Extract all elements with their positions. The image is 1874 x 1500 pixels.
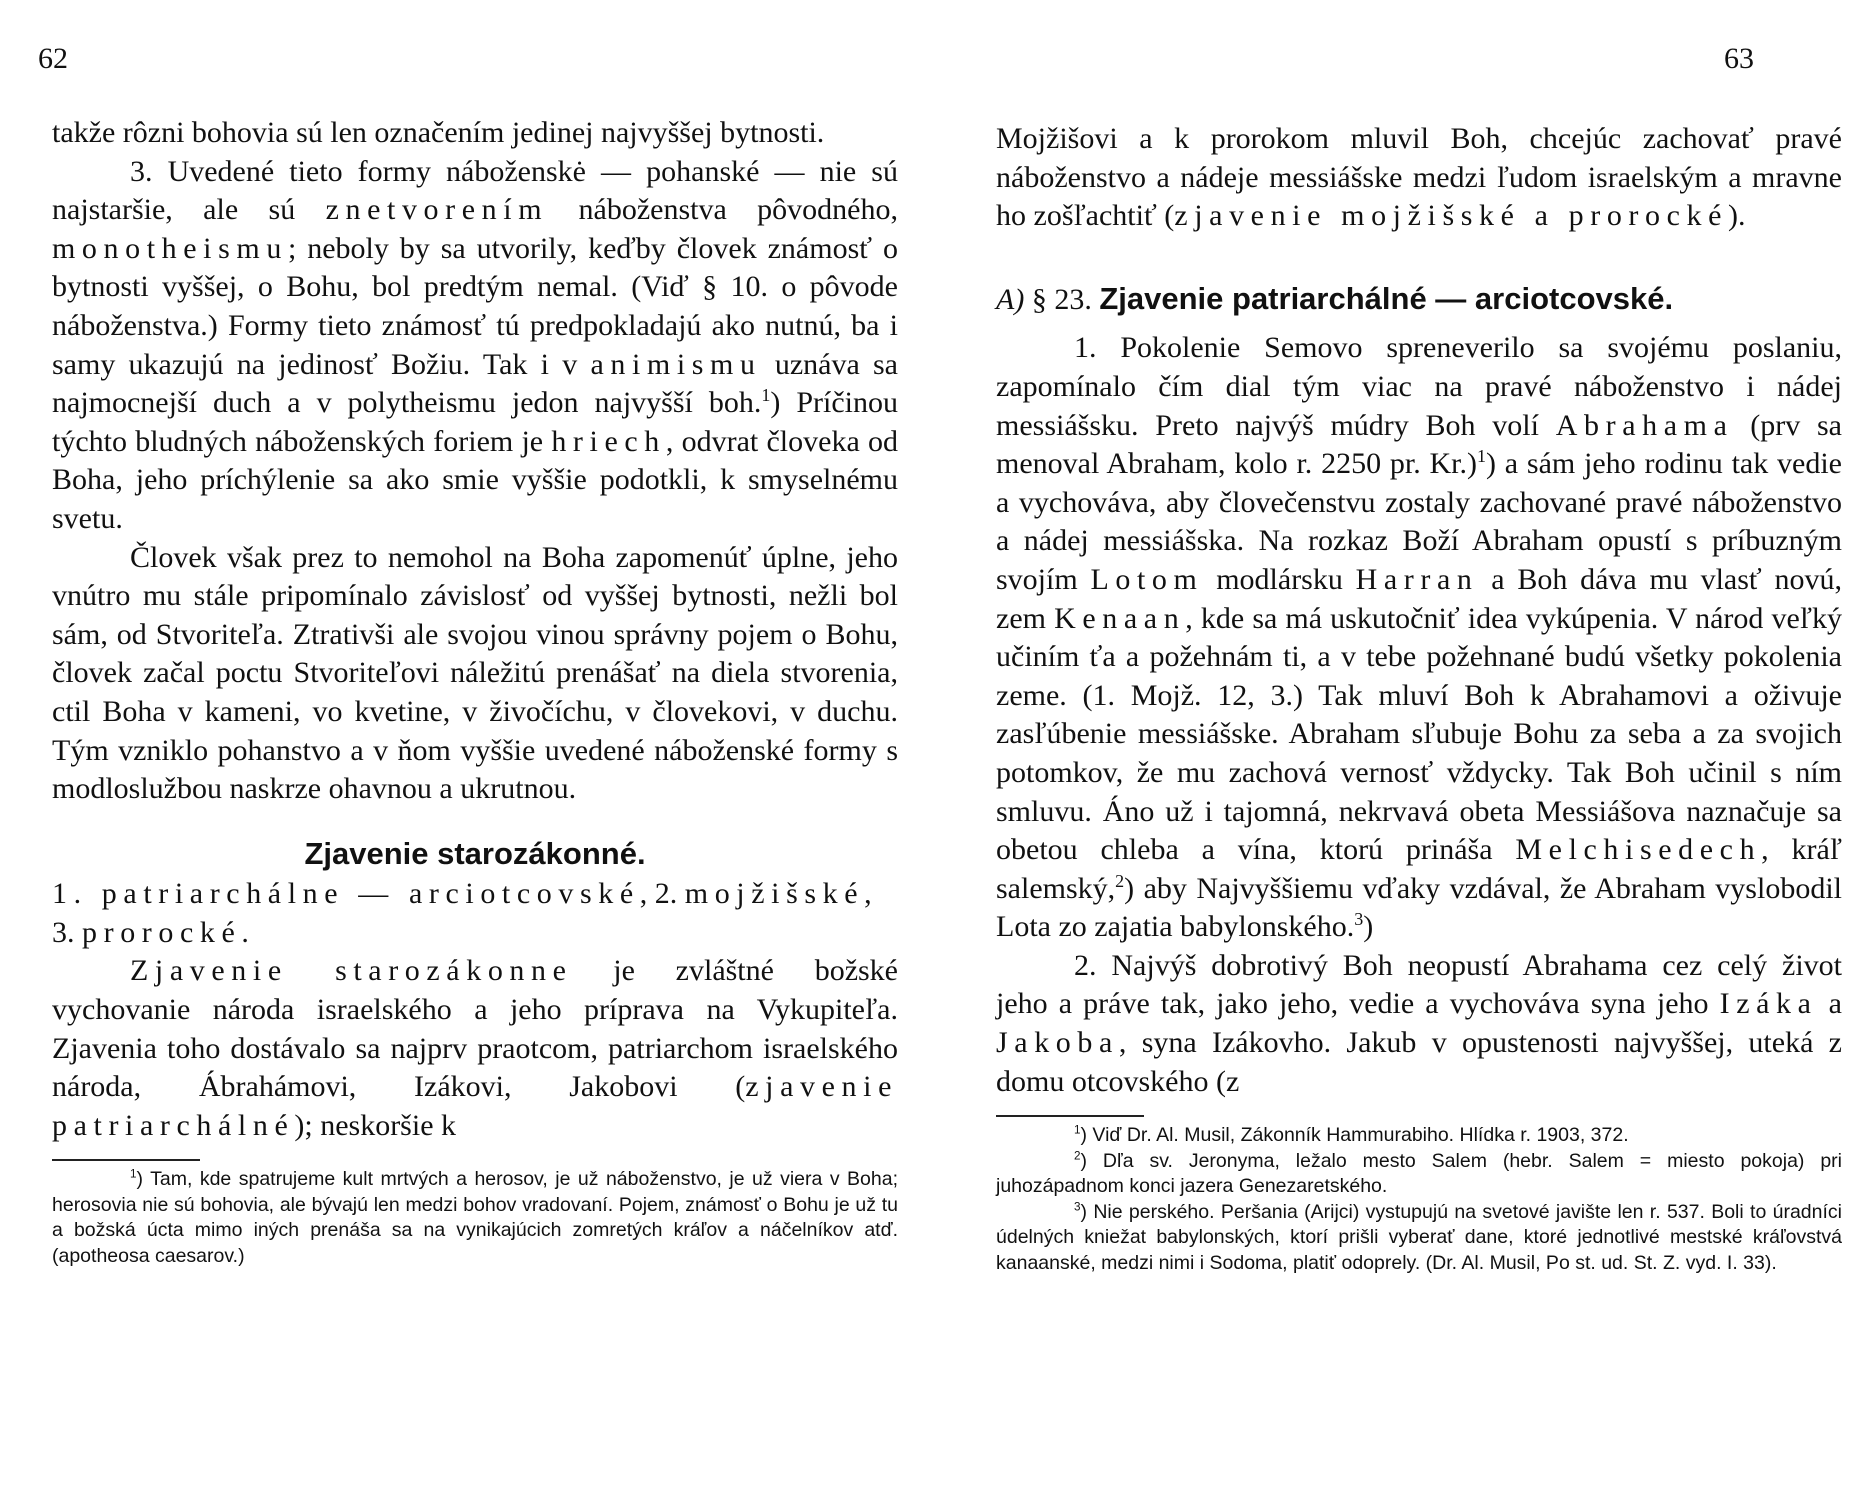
footnote-rule bbox=[52, 1159, 200, 1161]
text-run: ). bbox=[1728, 199, 1746, 233]
text-run: je zvláštné božské vychovanie národa israelského a jeho príprava na Vykupiteľa. Zjavenia toho dostávalo sa najprv praotcom, patriarchom israelského národa, Ábrahámovi, Izákovi, Jakobovi ( bbox=[52, 954, 898, 1104]
footnote-rule bbox=[996, 1115, 1144, 1117]
text-run: 3. bbox=[52, 915, 82, 949]
emphasis: zjavenie patriarchálné bbox=[52, 1070, 898, 1142]
footnote-text: ) Dľa sv. Jeronyma, ležalo mesto Salem (hebr. Salem = miesto pokoja) pri juhozápadnom konci jazera Genezaretského. bbox=[996, 1149, 1842, 1198]
section-number: § 23. bbox=[1024, 282, 1100, 316]
left-page bbox=[0, 0, 898, 1500]
paragraph bbox=[996, 947, 1842, 1101]
footnote bbox=[52, 1167, 898, 1269]
text-run: 2. Najvýš dobrotivý Boh neopustí Abrahama cez celý život jeho a práve tak, jako jeho, vedie a vychováva syna jeho bbox=[996, 948, 1842, 1021]
page-number: 63 bbox=[1724, 42, 1754, 75]
text-run: . bbox=[241, 915, 249, 949]
footnote-ref: 1 bbox=[1477, 446, 1487, 467]
footnote-mark: 1 bbox=[130, 1167, 137, 1181]
text-run: , odvrat človeka od Boha, jeho príchýlenie sa ako smie vyššie podotkli, k smyselnému svetu. bbox=[52, 424, 898, 535]
paragraph bbox=[996, 120, 1842, 236]
footnote-text: ) Tam, kde spatrujeme kult mrtvých a herosov, je už náboženstvo, je už viera v Boha; herosovia nie sú bohovia, ale bývajú len medzi bohov vradovaní. Pojem, známosť o Bohu je už tu a božská úcta mimo iných prenáša sa na vynikajúcich zomretých kráľov a náčelníkov atď. (apotheosa caesarov.) bbox=[52, 1168, 898, 1267]
text-run: ) aby Najvyššiemu vďaky vzdával, že Abraham vyslobodil Lota zo zajatia babylonského. bbox=[996, 871, 1842, 944]
emphasis: prorocké bbox=[82, 915, 242, 949]
text-run: a Boh dáva mu vlasť novú, zem bbox=[996, 562, 1843, 635]
footnote-text: ) Viď Dr. Al. Musil, Zákonník Hammurabiho. Hlídka r. 1903, 372. bbox=[1080, 1124, 1629, 1147]
paragraph: Človek však prez to nemohol na Boha zapomenúť úplne, jeho vnútro mu stále pripomínalo závislosť od vyššej bytnosti, nežli bol sám, od Stvoriteľa. Ztrativši ale svojou vinou správny pojem o Bohu, človek začal poctu Stvoriteľovi náležitú prenášať na diela stvorenia, ctil Boha v kameni, vo kvetine, v živočíchu, v človekovi, v duchu. Tým vzniklo pohanstvo a v ňom vyššie uvedené náboženské formy s modloslužbou naskrze ohavnou a ukrutnou. bbox=[52, 540, 898, 806]
text-run: náboženstva pôvodného, bbox=[548, 193, 898, 227]
text-run: ); neskoršie k bbox=[294, 1108, 457, 1142]
paragraph bbox=[52, 952, 898, 1145]
paragraph bbox=[996, 329, 1842, 947]
subheading bbox=[52, 875, 898, 952]
footnote bbox=[996, 1149, 1842, 1200]
text-run: Mojžišovi a k prorokom mluvil Boh, chcejúc zachovať pravé náboženstvo a nádeje messiášske medzi ľudom israelským a mravne ho zošľachtiť ( bbox=[996, 122, 1842, 233]
text-run: , kráľ salemský, bbox=[996, 833, 1842, 905]
text-run: a bbox=[1817, 987, 1842, 1021]
footnote-mark: 3 bbox=[1074, 1200, 1081, 1214]
emphasis: zjavenie mojžišské a prorocké bbox=[1174, 199, 1729, 233]
footnote bbox=[996, 1200, 1842, 1277]
emphasis: Zjavenie starozákonne bbox=[130, 954, 573, 988]
right-page bbox=[940, 0, 1843, 1500]
text-run: , syna Izákovho. Jakub v opustenosti najvyššej, uteká z domu otcovského (z bbox=[996, 1026, 1842, 1098]
text-run: uznáva sa najmocnejší duch a v polytheismu jedon najvyšší boh. bbox=[52, 347, 898, 420]
text-run: modlársku bbox=[1203, 562, 1356, 596]
emphasis: monotheismu bbox=[52, 231, 288, 265]
footnote-ref: 3 bbox=[1354, 909, 1364, 930]
section-prefix: A) bbox=[996, 282, 1025, 316]
emphasis: mojžišské bbox=[684, 877, 865, 911]
section-title: Zjavenie patriarchálné — arciotcovské. bbox=[1099, 280, 1674, 316]
emphasis: 1. patriarchálne — arciotcovské bbox=[52, 877, 640, 911]
emphasis: Harran bbox=[1355, 562, 1479, 596]
text-run: ) bbox=[1363, 910, 1374, 944]
emphasis: Abrahama bbox=[1555, 408, 1734, 442]
emphasis: Kenaan bbox=[1054, 601, 1186, 635]
footnote-mark: 1 bbox=[1074, 1123, 1081, 1137]
page-body bbox=[52, 114, 898, 1269]
text-run: ) Príčinou týchto bludných náboženských foriem je bbox=[52, 386, 898, 458]
footnote bbox=[996, 1123, 1842, 1149]
text-run: ) a sám jeho rodinu tak vedie a vychováva, aby človečenstvu zostaly zachované pravé náboženstvo a nádej messiášska. Na rozkaz Boží Abraham opustí s príbuzným svojím bbox=[996, 447, 1842, 596]
page-number: 62 bbox=[38, 42, 68, 75]
text-run: 3. Uvedené tieto formy náboženskė — pohanské — nie sú najstaršie, ale sú bbox=[52, 154, 898, 227]
text-run: 1. Pokolenie Semovo spreneverilo sa svojému poslaniu, zapomínalo čím dial tým viac na pravé náboženstvo i nádej messiášsku. Preto najvýš múdry Boh volí bbox=[996, 331, 1842, 442]
paragraph: takže rôzni bohovia sú len označením jedinej najvyššej bytnosti. bbox=[52, 116, 825, 149]
text-run: (prv sa menoval Abraham, kolo r. 2250 pr. Kr.) bbox=[996, 408, 1842, 481]
footnote-ref: 2 bbox=[1115, 870, 1125, 891]
emphasis: Izáka bbox=[1719, 987, 1818, 1021]
emphasis: hriech bbox=[551, 424, 666, 458]
footnote-text: ) Nie perského. Peršania (Arijci) vystupujú na svetové javište len r. 537. Boli to úradníci údelných kniežat babylonských, ktorí prišli vyberať dane, ktoré jednotlivé mestské kráľovstvá kanaanské, medzi nimi i Sodoma, platiť odoprely. (Dr. Al. Musil, Po st. ud. St. Z. vyd. I. 33). bbox=[996, 1200, 1842, 1274]
emphasis: Melchisedech bbox=[1515, 833, 1762, 867]
page-body bbox=[996, 120, 1842, 1276]
emphasis: znetvorením bbox=[325, 193, 549, 227]
text-run: , kde sa má uskutočniť idea vykúpenia. V národ veľký učiním ťa a požehnám ti, a v tebe požehnané budú všetky pokolenia zeme. (1. Mojž. 12, 3.) Tak mluví Boh k Abrahamovi a oživuje zasľúbenie messiášske. Abraham sľubuje Bohu za seba a za svojich potomkov, že mu zachová vernosť vždycky. Tak Boh učinil s ním smluvu. Áno už i tajomná, nekrvavá obeta Messiášova naznačuje sa obetou chleba a vína, ktorú prináša bbox=[996, 601, 1842, 867]
section-heading bbox=[996, 280, 1842, 320]
emphasis: Lotom bbox=[1090, 562, 1204, 596]
footnote-ref: 1 bbox=[761, 385, 771, 406]
section-heading: Zjavenie starozákonné. bbox=[304, 835, 646, 871]
footnote-mark: 2 bbox=[1074, 1149, 1081, 1163]
emphasis: animismu bbox=[590, 347, 762, 381]
text-run: ; neboly by sa utvorily, keďby človek známosť o bytnosti vyššej, o Bohu, bol predtým nemal. (Viď § 10. o pôvode náboženstva.) Formy tieto známosť tú predpokladajú ako nutnú, ba i samy ukazujú na jedinosť Božiu. Tak i v bbox=[52, 231, 898, 381]
text-run: , 2. bbox=[639, 877, 685, 911]
emphasis: Jakoba bbox=[996, 1026, 1119, 1060]
paragraph bbox=[52, 153, 898, 539]
text-run: , bbox=[864, 877, 872, 911]
